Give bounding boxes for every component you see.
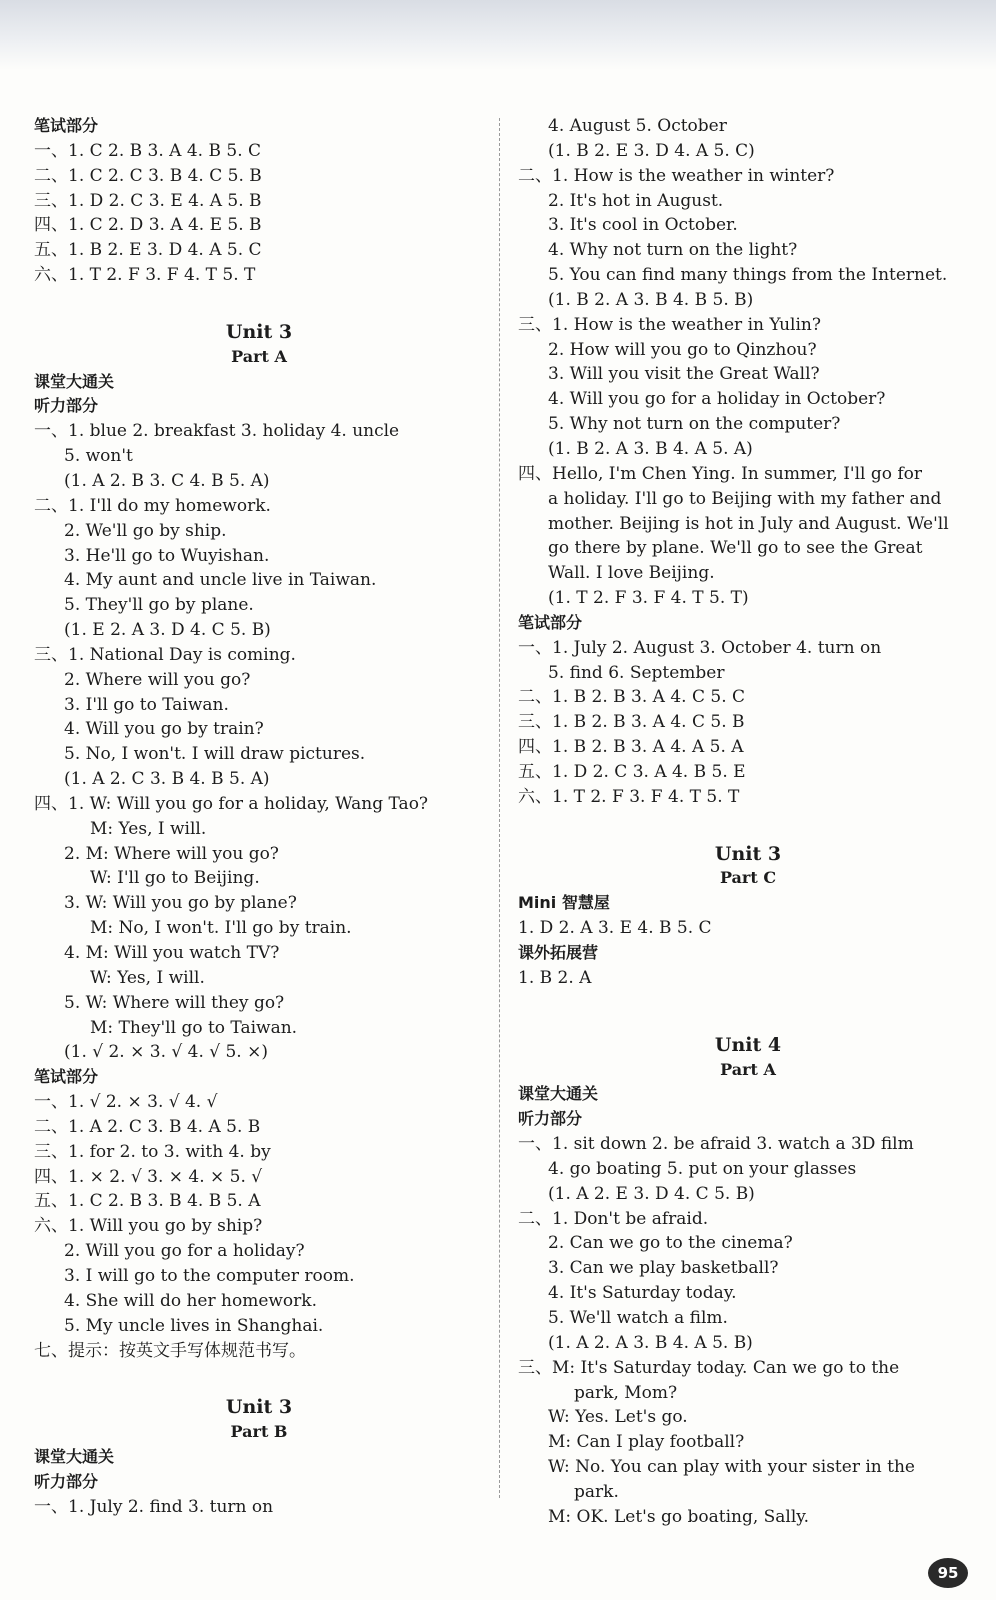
answer-line: W: No. You can play with your sister in the <box>548 1457 915 1478</box>
section-heading: 听力部分 <box>34 396 99 416</box>
left-answer-column <box>34 114 484 1520</box>
answer-line: W: I'll go to Beijing. <box>90 868 260 889</box>
answer-line: (1. A 2. E 3. D 4. C 5. B) <box>548 1183 755 1204</box>
answer-line: M: OK. Let's go boating, Sally. <box>548 1506 810 1527</box>
answer-line: 4. M: Will you watch TV? <box>64 943 280 963</box>
section-heading: 课外拓展营 <box>518 943 599 962</box>
answer-line: 4. Will you go for a holiday in October? <box>548 389 886 410</box>
answer-line: (1. A 2. B 3. C 4. B 5. A) <box>64 470 270 491</box>
part-title: Part C <box>719 868 777 888</box>
answer-line: 二、1. A 2. C 3. B 4. A 5. B <box>34 1116 261 1137</box>
answer-line: 3. Can we play basketball? <box>548 1258 779 1279</box>
answer-line: 二、1. I'll do my homework. <box>34 495 271 516</box>
section-heading: Mini 智慧屋 <box>518 893 610 913</box>
answer-line: 一、1. sit down 2. be afraid 3. watch a 3D film <box>518 1134 914 1155</box>
answer-line: 5. No, I won't. I will draw pictures. <box>64 744 366 765</box>
answer-line: 一、1. July 2. August 3. October 4. turn on <box>518 637 882 658</box>
answer-line: 五、1. C 2. B 3. B 4. B 5. A <box>34 1191 261 1212</box>
answer-line: 五、1. B 2. E 3. D 4. A 5. C <box>34 240 262 261</box>
answer-line: 2. Will you go for a holiday? <box>64 1241 305 1262</box>
section-heading: 听力部分 <box>34 1471 99 1491</box>
answer-line: 3. W: Will you go by plane? <box>64 893 297 914</box>
answer-line: 六、1. Will you go by ship? <box>34 1216 263 1237</box>
page-number: 95 <box>928 1558 968 1588</box>
column-divider <box>499 118 500 1498</box>
answer-line: 二、1. How is the weather in winter? <box>518 165 835 186</box>
spacer <box>34 288 484 312</box>
answer-line: 四、1. W: Will you go for a holiday, Wang Tao? <box>34 793 429 814</box>
answer-line: 2. M: Where will you go? <box>64 843 279 864</box>
answer-line: 1. D 2. A 3. E 4. B 5. C <box>518 918 712 939</box>
answer-line: 5. We'll watch a film. <box>548 1307 728 1328</box>
answer-line: 4. go boating 5. put on your glasses <box>548 1158 857 1179</box>
spacer <box>518 991 978 1025</box>
answer-line: M: Yes, I will. <box>90 818 207 839</box>
answer-line: park, Mom? <box>574 1382 678 1403</box>
answer-line: 三、1. How is the weather in Yulin? <box>518 314 821 335</box>
answer-line: 4. Why not turn on the light? <box>548 240 798 261</box>
answer-line: M: Can I play football? <box>548 1432 745 1453</box>
unit-title: Unit 4 <box>714 1033 782 1056</box>
answer-line: (1. A 2. C 3. B 4. B 5. A) <box>64 769 270 790</box>
answer-line: 5. You can find many things from the Internet. <box>548 265 948 286</box>
answer-line: 5. W: Where will they go? <box>64 992 285 1013</box>
answer-line: 4. She will do her homework. <box>64 1290 317 1311</box>
answer-line: 四、1. C 2. D 3. A 4. E 5. B <box>34 215 262 236</box>
section-heading: 笔试部分 <box>34 1067 99 1087</box>
answer-line: (1. B 2. A 3. B 4. A 5. A) <box>548 438 753 459</box>
answer-line: M: They'll go to Taiwan. <box>90 1017 298 1038</box>
part-title: Part B <box>230 1422 288 1442</box>
answer-line: (1. B 2. E 3. D 4. A 5. C) <box>548 140 755 161</box>
answer-line: 3. I will go to the computer room. <box>64 1265 355 1286</box>
answer-line: 5. Why not turn on the computer? <box>548 414 841 435</box>
section-heading: 笔试部分 <box>518 612 583 632</box>
answer-line: 二、1. C 2. C 3. B 4. C 5. B <box>34 165 262 186</box>
answer-line: 3. Will you visit the Great Wall? <box>548 364 820 385</box>
answer-line: 5. My uncle lives in Shanghai. <box>64 1315 324 1336</box>
answer-line: 三、1. D 2. C 3. E 4. A 5. B <box>34 190 262 211</box>
answer-line: 5. won't <box>64 446 133 467</box>
answer-line: M: No, I won't. I'll go by train. <box>90 918 352 939</box>
answer-line: 2. It's hot in August. <box>548 190 724 211</box>
answer-line: 四、Hello, I'm Chen Ying. In summer, I'll go for <box>518 463 923 484</box>
unit-title: Unit 3 <box>714 842 782 865</box>
top-decorative-band <box>0 0 996 70</box>
answer-line: 五、1. D 2. C 3. A 4. B 5. E <box>518 761 746 782</box>
section-heading: 听力部分 <box>518 1109 583 1129</box>
answer-line: 2. Can we go to the cinema? <box>548 1233 793 1254</box>
answer-line: 4. Will you go by train? <box>64 719 264 740</box>
section-heading: 笔试部分 <box>34 116 99 135</box>
answer-line: a holiday. I'll go to Beijing with my father and <box>548 488 942 509</box>
answer-line: 5. They'll go by plane. <box>64 595 254 616</box>
part-title: Part A <box>231 346 287 366</box>
answer-line: 六、1. T 2. F 3. F 4. T 5. T <box>518 786 740 807</box>
answer-line: (1. B 2. A 3. B 4. B 5. B) <box>548 289 754 310</box>
answer-line: W: Yes. Let's go. <box>548 1407 688 1428</box>
section-heading: 课堂大通关 <box>34 1447 115 1467</box>
answer-line: 3. It's cool in October. <box>548 215 738 236</box>
answer-line: Wall. I love Beijing. <box>548 563 715 584</box>
answer-line: 4. August 5. October <box>548 116 727 136</box>
answer-line: 4. My aunt and uncle live in Taiwan. <box>64 570 377 591</box>
answer-line: 三、1. for 2. to 3. with 4. by <box>34 1141 271 1162</box>
unit-title: Unit 3 <box>225 320 293 343</box>
spacer <box>34 1363 484 1387</box>
answer-line: park. <box>574 1481 619 1502</box>
answer-line: 2. How will you go to Qinzhou? <box>548 339 817 360</box>
answer-line: 5. find 6. September <box>548 662 725 683</box>
answer-line: W: Yes, I will. <box>90 967 205 988</box>
answer-line: (1. T 2. F 3. F 4. T 5. T) <box>548 588 749 609</box>
answer-line: 1. B 2. A <box>518 967 592 988</box>
answer-line: 三、1. B 2. B 3. A 4. C 5. B <box>518 712 745 733</box>
answer-line: 三、1. National Day is coming. <box>34 644 296 665</box>
answer-line: 一、1. C 2. B 3. A 4. B 5. C <box>34 140 262 161</box>
answer-line: (1. E 2. A 3. D 4. C 5. B) <box>64 620 271 641</box>
section-heading: 课堂大通关 <box>518 1084 599 1104</box>
answer-line: 六、1. T 2. F 3. F 4. T 5. T <box>34 265 256 286</box>
answer-line: 三、M: It's Saturday today. Can we go to the <box>518 1357 900 1378</box>
answer-line: (1. √ 2. × 3. √ 4. √ 5. ×) <box>64 1042 268 1063</box>
answer-line: 2. We'll go by ship. <box>64 520 227 541</box>
answer-line: 一、1. √ 2. × 3. √ 4. √ <box>34 1092 218 1113</box>
answer-line: (1. A 2. A 3. B 4. A 5. B) <box>548 1332 753 1353</box>
answer-line: 四、1. × 2. √ 3. × 4. × 5. √ <box>34 1166 263 1187</box>
part-title: Part A <box>720 1059 776 1079</box>
answer-line: 七、提示：按英文手写体规范书写。 <box>34 1340 306 1361</box>
answer-line: 2. Where will you go? <box>64 669 251 690</box>
answer-line: 二、1. B 2. B 3. A 4. C 5. C <box>518 687 746 708</box>
unit-title: Unit 3 <box>225 1396 293 1419</box>
answer-line: 一、1. blue 2. breakfast 3. holiday 4. uncle <box>34 421 400 442</box>
answer-line: go there by plane. We'll go to see the Great <box>548 538 923 559</box>
answer-line: 3. I'll go to Taiwan. <box>64 694 229 715</box>
answer-line: 二、1. Don't be afraid. <box>518 1208 709 1229</box>
section-heading: 课堂大通关 <box>34 371 115 391</box>
answer-line: 3. He'll go to Wuyishan. <box>64 545 270 566</box>
answer-line: 4. It's Saturday today. <box>548 1283 737 1304</box>
spacer <box>518 810 978 834</box>
answer-line: mother. Beijing is hot in July and August. We'll <box>548 513 949 534</box>
right-answer-column <box>518 114 978 1530</box>
answer-line: 四、1. B 2. B 3. A 4. A 5. A <box>518 737 744 758</box>
answer-line: 一、1. July 2. find 3. turn on <box>34 1496 274 1517</box>
